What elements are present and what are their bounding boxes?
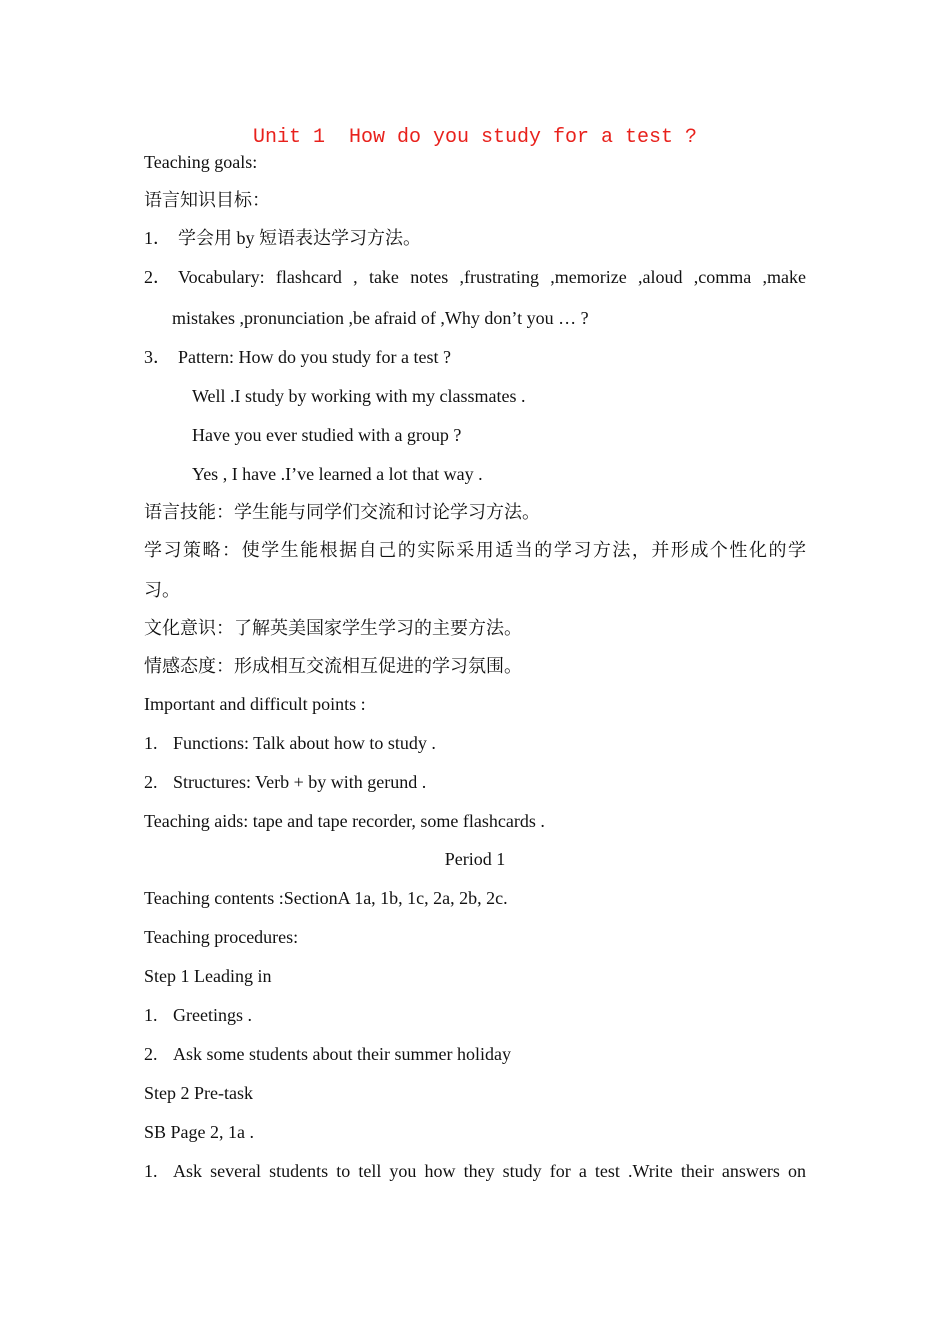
point-item-1 [144, 732, 436, 754]
document-title: Unit 1 How do you study for a test ? [252, 126, 698, 149]
goal-item-3-number: 3． [144, 347, 171, 367]
goal-item-3 [144, 346, 451, 368]
important-points-heading: Important and difficult points : [144, 694, 366, 714]
step-1-heading: Step 1 Leading in [144, 966, 272, 986]
goal-item-3-text: Pattern: How do you study for a test ? [178, 347, 451, 367]
goal-item-2-number: 2． [144, 267, 171, 287]
step-1-item-2 [144, 1043, 511, 1065]
language-skills: 语言技能：学生能与同学们交流和讨论学习方法。 [144, 502, 540, 522]
step-1-item-1-number: 1. [144, 1005, 158, 1025]
emotional-attitude: 情感态度：形成相互交流相互促进的学习氛围。 [144, 656, 522, 676]
point-item-2 [144, 771, 426, 793]
pattern-line-2: Have you ever studied with a group ? [192, 425, 462, 445]
goal-item-1-number: 1． [144, 228, 171, 248]
goal-item-1-text: 学会用 by 短语表达学习方法。 [178, 228, 421, 248]
goal-item-2-vocabulary-line2: mistakes ,pronunciation ,be afraid of ,Why don’t you … ? [172, 308, 589, 328]
sb-page-reference: SB Page 2, 1a . [144, 1122, 254, 1142]
step-2-item-1-text: Ask several students to tell you how they study for a test .Write their answers on [173, 1161, 806, 1181]
language-knowledge-heading: 语言知识目标： [144, 190, 270, 210]
step-1-item-2-text: Ask some students about their summer holiday [173, 1044, 511, 1064]
goal-item-2-vocabulary-line1: Vocabulary: flashcard , take notes ,frustrating ,memorize ,aloud ,comma ,make [178, 267, 806, 287]
step-1-item-2-number: 2. [144, 1044, 158, 1064]
point-item-2-text: Structures: Verb + by with gerund . [173, 772, 427, 792]
step-1-item-1-text: Greetings . [173, 1005, 252, 1025]
step-2-item-1-number: 1. [144, 1161, 158, 1181]
pattern-line-3: Yes , I have .I’ve learned a lot that way . [192, 464, 483, 484]
procedures-heading: Teaching procedures: [144, 927, 299, 947]
step-2-item-1 [144, 1160, 173, 1182]
teaching-aids: Teaching aids: tape and tape recorder, some flashcards . [144, 811, 545, 831]
goal-item-1 [144, 227, 421, 249]
teaching-contents: Teaching contents :SectionA 1a, 1b, 1c, 2a, 2b, 2c. [144, 888, 508, 908]
point-item-2-number: 2. [144, 772, 158, 792]
cultural-awareness: 文化意识：了解英美国家学生学习的主要方法。 [144, 618, 522, 638]
step-1-item-1 [144, 1004, 252, 1026]
step-2-heading: Step 2 Pre-task [144, 1083, 253, 1103]
point-item-1-text: Functions: Talk about how to study . [173, 733, 436, 753]
learning-strategy-line2: 习。 [144, 580, 180, 600]
goal-item-2 [144, 266, 178, 288]
learning-strategy-line1: 学习策略：使学生能根据自己的实际采用适当的学习方法，并形成个性化的学 [144, 540, 806, 560]
point-item-1-number: 1. [144, 733, 158, 753]
teaching-goals-heading: Teaching goals: [144, 152, 258, 172]
period-heading: Period 1 [444, 849, 506, 869]
pattern-line-1: Well .I study by working with my classmates . [192, 386, 526, 406]
